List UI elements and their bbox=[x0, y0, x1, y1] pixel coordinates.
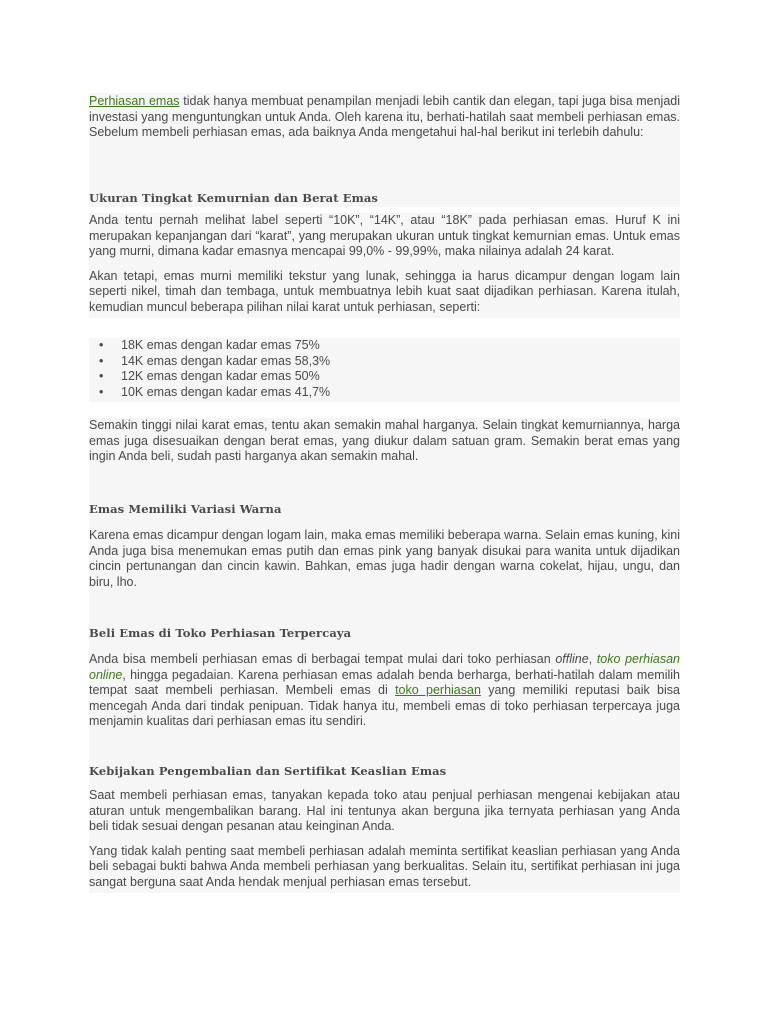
section1-paragraph-2: Akan tetapi, emas murni memiliki tekstur yang lunak, sehingga ia harus dicampur dengan logam lain seperti nikel, timah dan tembaga, untuk membuatnya lebih kuat saat dijadikan perhiasan. Karena itulah, kemudian muncul beberapa pilihan nilai karat untuk perhiasan, seperti: bbox=[89, 268, 680, 314]
section2-paragraph-1: Karena emas dicampur dengan logam lain, maka emas memiliki beberapa warna. Selain emas kuning, kini Anda juga bisa menemukan emas putih dan emas pink yang banyak disukai para wanita untuk dijadikan cincin pertunangan dan cincin kawin. Bahkan, emas juga hadir dengan warna cokelat, hijau, ungu, dan biru, lho. bbox=[89, 528, 680, 589]
bullet-icon: • bbox=[99, 384, 104, 399]
section3-paragraph-1: Anda bisa membeli perhiasan emas di berbagai tempat mulai dari toko perhiasan offline, toko perhiasan online, hingga pegadaian. Karena perhiasan emas adalah benda berharga, berhati-hatilah dalam memilih tempat saat membeli perhiasan. Membeli emas di toko perhiasan yang memiliki reputasi baik bisa mencegah Anda dari tindak penipuan. Tidak hanya itu, membeli emas di toko perhiasan terpercaya juga menjamin kualitas dari perhiasan emas itu sendiri. bbox=[89, 652, 680, 729]
list-item: • 18K emas dengan kadar emas 75% bbox=[99, 338, 320, 352]
section1-paragraph-1: Anda tentu pernah melihat label seperti “10K”, “14K”, atau “18K” pada perhiasan emas. Huruf K ini merupakan kepanjangan dari “karat”, yang merupakan ukuran untuk tingkat kemurnian emas. Untuk emas yang murni, dimana kadar emasnya mencapai 99,0% - 99,99%, maka nilainya adalah 24 karat. bbox=[89, 213, 680, 259]
section2-block bbox=[89, 468, 680, 593]
karat-list bbox=[89, 338, 680, 400]
perhiasan-emas-link[interactable]: Perhiasan emas bbox=[89, 94, 180, 108]
section4-paragraph-1: Saat membeli perhiasan emas, tanyakan kepada toko atau penjual perhiasan mengenai kebijakan atau aturan untuk mengembalikan barang. Hal ini tentunya akan berguna jika ternyata perhiasan yang Anda beli tidak sesuai dengan pesanan atau keinginan Anda. bbox=[89, 788, 680, 834]
bullet-icon: • bbox=[99, 369, 104, 384]
list-item: • 14K emas dengan kadar emas 58,3% bbox=[99, 353, 331, 368]
section1-heading-block bbox=[89, 157, 680, 207]
karat-list-block bbox=[89, 338, 680, 402]
section4-heading: Kebijakan Pengembalian dan Sertifikat Keaslian Emas bbox=[89, 764, 447, 778]
section2-heading: Emas Memiliki Variasi Warna bbox=[89, 502, 282, 516]
intro-block bbox=[89, 93, 680, 158]
list-item: • 12K emas dengan kadar emas 50% bbox=[99, 369, 320, 384]
section1-heading: Ukuran Tingkat Kemurnian dan Berat Emas bbox=[89, 191, 378, 205]
intro-paragraph bbox=[89, 94, 680, 141]
toko-perhiasan-online-link[interactable]: toko perhiasan online bbox=[89, 652, 680, 682]
section3-block bbox=[89, 593, 680, 731]
bullet-icon: • bbox=[99, 353, 104, 368]
toko-perhiasan-link[interactable]: toko perhiasan bbox=[395, 683, 481, 698]
section1-closing-block bbox=[89, 418, 680, 468]
list-item: • 10K emas dengan kadar emas 41,7% bbox=[99, 384, 331, 399]
intro-text: tidak hanya membuat penampilan menjadi lebih cantik dan elegan, tapi juga bisa menjadi investasi yang menguntungkan untuk Anda. Oleh karena itu, berhati-hatilah saat membeli perhiasan emas. Sebelum membeli perhiasan emas, ada baiknya Anda mengetahui hal-hal berikut ini terlebih dahulu: bbox=[89, 94, 681, 140]
section1-body-block bbox=[89, 213, 680, 318]
bullet-icon: • bbox=[99, 338, 104, 352]
section3-heading: Beli Emas di Toko Perhiasan Terpercaya bbox=[89, 626, 352, 640]
offline-text: offline bbox=[555, 652, 589, 666]
section4-paragraph-2: Yang tidak kalah penting saat membeli perhiasan adalah meminta sertifikat keaslian perhiasan yang Anda beli sebagai bukti bahwa Anda membeli perhiasan yang berkualitas. Selain itu, sertifikat perhiasan ini juga sangat berguna saat Anda hendak menjual perhiasan emas tersebut. bbox=[89, 843, 680, 889]
section1-paragraph-3: Semakin tinggi nilai karat emas, tentu akan semakin mahal harganya. Selain tingkat kemurniannya, harga emas juga disesuaikan dengan berat emas, yang diukur dalam satuan gram. Semakin berat emas yang ingin Anda beli, sudah pasti harganya akan semakin mahal. bbox=[89, 418, 680, 464]
section4-block bbox=[89, 731, 680, 893]
